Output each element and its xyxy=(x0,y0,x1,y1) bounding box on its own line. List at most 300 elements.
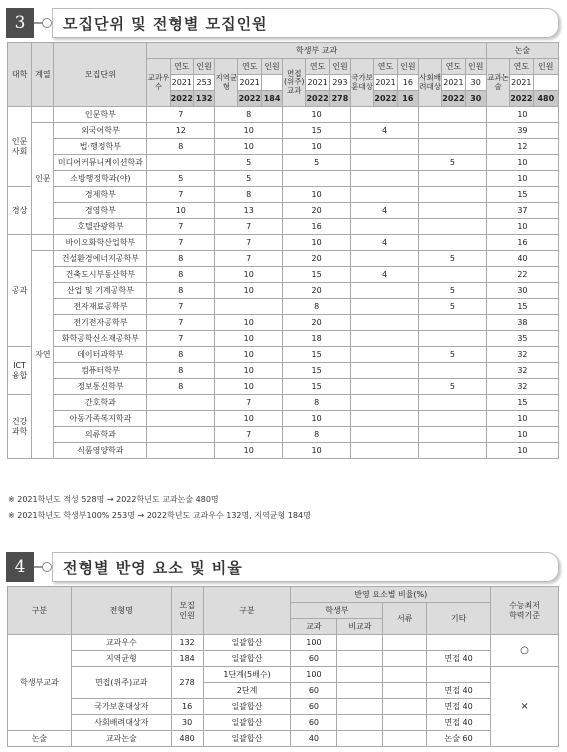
quota-cell xyxy=(351,155,419,171)
count-label: 인원 xyxy=(397,59,418,75)
quota-cell xyxy=(351,427,419,443)
count-2022: 278 xyxy=(329,91,350,107)
stage-cell: 2단계 xyxy=(203,683,291,699)
quota-cell: 32 xyxy=(486,363,558,379)
table-row xyxy=(8,171,559,187)
quota-cell: 480 xyxy=(171,731,203,747)
quota-cell: 7 xyxy=(215,235,283,251)
quota-cell: 30 xyxy=(171,715,203,731)
quota-cell: 7 xyxy=(147,107,215,123)
quota-cell: 5 xyxy=(418,299,486,315)
quota-cell xyxy=(351,315,419,331)
count-label: 인원 xyxy=(465,59,486,75)
quota-cell xyxy=(147,155,215,171)
count-2022: 16 xyxy=(397,91,418,107)
subject-cell: 60 xyxy=(291,651,337,667)
quota-cell: 15 xyxy=(283,363,351,379)
header-div: 구분 xyxy=(8,587,72,635)
ratio-table xyxy=(7,586,559,747)
year-label: 연도 xyxy=(442,59,465,75)
quota-cell: 8 xyxy=(147,283,215,299)
track-name: 교과논술 xyxy=(486,59,509,107)
table-row xyxy=(8,187,559,203)
quota-cell xyxy=(351,171,419,187)
quota-cell xyxy=(351,187,419,203)
table-row xyxy=(8,219,559,235)
quota-cell xyxy=(418,427,486,443)
quota-cell: 4 xyxy=(351,203,419,219)
series-cell: 자연 xyxy=(32,251,54,459)
table-row xyxy=(8,331,559,347)
min-cell: × xyxy=(491,667,559,747)
quota-cell: 35 xyxy=(486,331,558,347)
unit-cell: 정보통신학부 xyxy=(54,379,147,395)
quota-cell: 10 xyxy=(215,267,283,283)
note-1: ※ 2021학년도 적성 528명 → 2022학년도 교과논술 480명 xyxy=(8,495,219,504)
track-name: 면접(위주)교과 xyxy=(283,59,306,107)
section-title: 모집단위 및 전형별 모집인원 xyxy=(52,8,559,38)
quota-cell: 16 xyxy=(283,219,351,235)
college-cell: 공과 xyxy=(8,235,32,347)
count-2022: 184 xyxy=(261,91,282,107)
quota-cell: 7 xyxy=(147,299,215,315)
quota-cell: 184 xyxy=(171,651,203,667)
etc-cell: 논술 60 xyxy=(427,731,491,747)
docs-cell xyxy=(383,731,427,747)
quota-cell xyxy=(418,171,486,187)
track-name: 사회배려대상 xyxy=(418,59,441,107)
unit-cell: 화학공학신소재공학부 xyxy=(54,331,147,347)
quota-cell: 8 xyxy=(283,395,351,411)
section-4-header xyxy=(6,552,559,582)
quota-cell: 7 xyxy=(147,219,215,235)
quota-cell: 8 xyxy=(147,347,215,363)
quota-cell: 8 xyxy=(147,379,215,395)
quota-cell xyxy=(351,107,419,123)
unit-cell: 전자재료공학부 xyxy=(54,299,147,315)
table-row xyxy=(8,395,559,411)
college-cell: ICT 융합 xyxy=(8,347,32,395)
quota-cell xyxy=(351,219,419,235)
quota-cell: 32 xyxy=(486,347,558,363)
header-quota: 모집 인원 xyxy=(171,587,203,635)
quota-cell: 10 xyxy=(215,347,283,363)
docs-cell xyxy=(383,651,427,667)
section-number: 3 xyxy=(6,8,34,38)
year-2021: 2021 xyxy=(238,75,261,91)
quota-cell: 20 xyxy=(283,251,351,267)
count-2022: 30 xyxy=(465,91,486,107)
quota-cell xyxy=(418,203,486,219)
docs-cell xyxy=(383,699,427,715)
table-row xyxy=(8,203,559,219)
quota-cell: 12 xyxy=(486,139,558,155)
track-cell: 교과논술 xyxy=(71,731,171,747)
quota-cell: 10 xyxy=(283,411,351,427)
quota-cell: 10 xyxy=(486,171,558,187)
stage-cell: 일괄합산 xyxy=(203,715,291,731)
table-row xyxy=(8,299,559,315)
table-row xyxy=(8,251,559,267)
quota-cell: 10 xyxy=(283,443,351,459)
etc-cell: 면접 40 xyxy=(427,683,491,699)
quota-cell: 10 xyxy=(486,427,558,443)
group-cell: 논술 xyxy=(8,731,72,747)
quota-cell: 15 xyxy=(486,299,558,315)
quota-cell xyxy=(418,235,486,251)
subject-cell: 100 xyxy=(291,667,337,683)
track-name: 국가보훈대상 xyxy=(351,59,374,107)
etc-cell xyxy=(427,635,491,651)
quota-cell: 7 xyxy=(147,235,215,251)
unit-cell: 바이오화학산업학부 xyxy=(54,235,147,251)
quota-cell: 10 xyxy=(215,363,283,379)
quota-cell: 5 xyxy=(215,155,283,171)
quota-cell xyxy=(418,315,486,331)
quota-cell: 7 xyxy=(215,395,283,411)
quota-cell xyxy=(351,139,419,155)
quota-cell: 15 xyxy=(283,123,351,139)
quota-cell xyxy=(351,283,419,299)
quota-cell: 8 xyxy=(283,427,351,443)
header-series: 계열 xyxy=(32,43,54,107)
connector-dot xyxy=(42,562,52,572)
table-row xyxy=(8,123,559,139)
track-cell: 지역균형 xyxy=(71,651,171,667)
docs-cell xyxy=(383,667,427,683)
table-row xyxy=(8,379,559,395)
section-number: 4 xyxy=(6,552,34,582)
quota-cell: 7 xyxy=(215,219,283,235)
track-cell: 교과우수 xyxy=(71,635,171,651)
quota-cell: 16 xyxy=(171,699,203,715)
quota-cell: 8 xyxy=(147,139,215,155)
track-cell: 사회배려대상자 xyxy=(71,715,171,731)
table-row xyxy=(8,363,559,379)
quota-cell: 10 xyxy=(486,443,558,459)
quota-cell xyxy=(283,171,351,187)
quota-cell: 10 xyxy=(215,283,283,299)
quota-cell: 5 xyxy=(418,347,486,363)
table-row xyxy=(8,267,559,283)
quota-cell: 15 xyxy=(486,187,558,203)
year-label: 연도 xyxy=(510,59,533,75)
quota-cell xyxy=(147,443,215,459)
quota-cell: 10 xyxy=(283,139,351,155)
header-min: 수능최저 학력기준 xyxy=(491,587,559,635)
quota-cell xyxy=(351,379,419,395)
count-label: 인원 xyxy=(261,59,282,75)
series-cell xyxy=(32,107,54,123)
unit-cell: 법·행정학부 xyxy=(54,139,147,155)
quota-cell: 278 xyxy=(171,667,203,699)
quota-cell: 8 xyxy=(147,267,215,283)
unit-cell: 식품영양학과 xyxy=(54,443,147,459)
year-2022: 2022 xyxy=(306,91,329,107)
header-student: 학생부 교과 xyxy=(147,43,487,59)
nonsubject-cell xyxy=(337,635,383,651)
quota-cell: 4 xyxy=(351,123,419,139)
quota-cell: 10 xyxy=(486,155,558,171)
quota-cell xyxy=(418,411,486,427)
unit-cell: 소방행정학과(야) xyxy=(54,171,147,187)
table-row xyxy=(8,347,559,363)
quota-cell: 8 xyxy=(283,299,351,315)
unit-cell: 경영학부 xyxy=(54,203,147,219)
unit-cell: 컴퓨터학부 xyxy=(54,363,147,379)
header-docs: 서류 xyxy=(383,603,427,635)
track-cell: 면접(위주)교과 xyxy=(71,667,171,699)
quota-cell: 7 xyxy=(147,315,215,331)
quota-cell: 10 xyxy=(283,235,351,251)
unit-cell: 미디어커뮤니케이션학과 xyxy=(54,155,147,171)
quota-cell: 10 xyxy=(283,187,351,203)
header-unit: 모집단위 xyxy=(54,43,147,107)
count-2022: 480 xyxy=(533,91,558,107)
etc-cell: 면접 40 xyxy=(427,715,491,731)
quota-cell: 10 xyxy=(215,331,283,347)
group-cell: 학생부교과 xyxy=(8,635,72,731)
unit-cell: 데이터과학부 xyxy=(54,347,147,363)
count-2021: 16 xyxy=(397,75,418,91)
table-row xyxy=(8,139,559,155)
quota-cell xyxy=(215,299,283,315)
quota-cell: 7 xyxy=(147,331,215,347)
quota-cell: 10 xyxy=(486,107,558,123)
quota-cell: 8 xyxy=(215,187,283,203)
quota-cell: 20 xyxy=(283,283,351,299)
subject-cell: 40 xyxy=(291,731,337,747)
unit-cell: 건설환경에너지공학부 xyxy=(54,251,147,267)
year-2022: 2022 xyxy=(374,91,397,107)
quota-cell: 15 xyxy=(283,379,351,395)
year-2022: 2022 xyxy=(510,91,533,107)
quota-cell: 13 xyxy=(215,203,283,219)
quota-cell: 8 xyxy=(215,107,283,123)
quota-cell: 8 xyxy=(147,363,215,379)
table-row xyxy=(8,443,559,459)
quota-cell xyxy=(418,395,486,411)
series-cell: 인문 xyxy=(32,123,54,235)
nonsubject-cell xyxy=(337,715,383,731)
quota-cell: 5 xyxy=(418,283,486,299)
unit-cell: 외국어학부 xyxy=(54,123,147,139)
count-2021: 253 xyxy=(194,75,215,91)
quota-cell xyxy=(418,443,486,459)
unit-cell: 건축도시부동산학부 xyxy=(54,267,147,283)
quota-cell: 20 xyxy=(283,315,351,331)
quota-cell: 132 xyxy=(171,635,203,651)
quota-cell xyxy=(351,395,419,411)
header-univ: 대학 xyxy=(8,43,32,107)
quota-cell xyxy=(418,139,486,155)
quota-cell: 16 xyxy=(486,235,558,251)
quota-cell xyxy=(147,411,215,427)
quota-cell: 4 xyxy=(351,235,419,251)
quota-cell xyxy=(418,219,486,235)
year-2022: 2022 xyxy=(170,91,193,107)
nonsubject-cell xyxy=(337,699,383,715)
table-row xyxy=(8,411,559,427)
quota-cell: 32 xyxy=(486,379,558,395)
track-cell: 국가보훈대상자 xyxy=(71,699,171,715)
quota-cell: 10 xyxy=(283,107,351,123)
quota-cell xyxy=(418,187,486,203)
quota-cell xyxy=(418,123,486,139)
quota-cell: 37 xyxy=(486,203,558,219)
min-cell: ○ xyxy=(491,635,559,667)
quota-cell xyxy=(351,443,419,459)
year-label: 연도 xyxy=(374,59,397,75)
year-label: 연도 xyxy=(238,59,261,75)
year-2021: 2021 xyxy=(306,75,329,91)
track-name: 지역균형 xyxy=(215,59,238,107)
quota-cell: 10 xyxy=(147,203,215,219)
unit-cell: 산업 및 기계공학부 xyxy=(54,283,147,299)
count-label: 인원 xyxy=(329,59,350,75)
quota-cell xyxy=(351,251,419,267)
quota-cell: 5 xyxy=(418,155,486,171)
unit-cell: 전기전자공학부 xyxy=(54,315,147,331)
track-name: 교과우수 xyxy=(147,59,170,107)
docs-cell xyxy=(383,683,427,699)
subject-cell: 60 xyxy=(291,699,337,715)
quota-cell: 38 xyxy=(486,315,558,331)
college-cell: 경상 xyxy=(8,187,32,235)
table-row xyxy=(8,715,559,731)
college-cell: 인문 사회 xyxy=(8,107,32,187)
connector-dot xyxy=(42,18,52,28)
section-title: 전형별 반영 요소 및 비율 xyxy=(52,552,559,582)
quota-cell: 10 xyxy=(486,411,558,427)
stage-cell: 1단계(5배수) xyxy=(203,667,291,683)
docs-cell xyxy=(383,715,427,731)
unit-cell: 경제학부 xyxy=(54,187,147,203)
quota-cell: 18 xyxy=(283,331,351,347)
nonsubject-cell xyxy=(337,667,383,683)
quota-cell: 22 xyxy=(486,267,558,283)
header-nonsubject: 비교과 xyxy=(337,619,383,635)
stage-cell: 일괄합산 xyxy=(203,635,291,651)
nonsubject-cell xyxy=(337,651,383,667)
unit-cell: 간호학과 xyxy=(54,395,147,411)
quota-cell: 40 xyxy=(486,251,558,267)
quota-cell: 15 xyxy=(283,267,351,283)
etc-cell xyxy=(427,667,491,683)
nonsubject-cell xyxy=(337,731,383,747)
year-2021: 2021 xyxy=(170,75,193,91)
count-2021: 293 xyxy=(329,75,350,91)
table-row xyxy=(8,699,559,715)
college-cell: 건강 과학 xyxy=(8,395,32,459)
stage-cell: 일괄합산 xyxy=(203,651,291,667)
quota-cell xyxy=(147,427,215,443)
year-2022: 2022 xyxy=(442,91,465,107)
quota-cell: 4 xyxy=(351,267,419,283)
etc-cell: 면접 40 xyxy=(427,651,491,667)
quota-cell xyxy=(351,363,419,379)
docs-cell xyxy=(383,635,427,651)
table-row xyxy=(8,651,559,667)
unit-cell: 의류학과 xyxy=(54,427,147,443)
table-row xyxy=(8,235,559,251)
series-cell xyxy=(32,235,54,251)
quota-cell: 10 xyxy=(215,315,283,331)
section-3-header xyxy=(6,8,559,38)
quota-cell: 10 xyxy=(215,443,283,459)
quota-cell: 39 xyxy=(486,123,558,139)
quota-cell xyxy=(418,267,486,283)
header-stage: 구분 xyxy=(203,587,291,635)
quota-cell: 5 xyxy=(283,155,351,171)
year-label: 연도 xyxy=(170,59,193,75)
quota-cell xyxy=(351,347,419,363)
table-row xyxy=(8,731,559,747)
unit-cell: 인문학부 xyxy=(54,107,147,123)
quota-cell: 15 xyxy=(486,395,558,411)
table-row xyxy=(8,155,559,171)
quota-cell: 7 xyxy=(147,187,215,203)
etc-cell: 면접 40 xyxy=(427,699,491,715)
nonsubject-cell xyxy=(337,683,383,699)
header-track: 전형명 xyxy=(71,587,171,635)
count-2021 xyxy=(261,75,282,91)
quota-table xyxy=(7,42,559,459)
table-row xyxy=(8,315,559,331)
quota-cell: 5 xyxy=(215,171,283,187)
year-2021: 2021 xyxy=(374,75,397,91)
unit-cell: 아동가족복지학과 xyxy=(54,411,147,427)
year-2021: 2021 xyxy=(442,75,465,91)
quota-cell: 15 xyxy=(283,347,351,363)
quota-cell xyxy=(418,331,486,347)
year-2022: 2022 xyxy=(238,91,261,107)
table-row xyxy=(8,427,559,443)
quota-cell xyxy=(351,331,419,347)
quota-cell: 10 xyxy=(215,123,283,139)
unit-cell: 호텔관광학부 xyxy=(54,219,147,235)
quota-cell: 5 xyxy=(418,251,486,267)
table-row xyxy=(8,635,559,651)
count-label: 인원 xyxy=(194,59,215,75)
subject-cell: 100 xyxy=(291,635,337,651)
quota-cell: 5 xyxy=(147,171,215,187)
quota-cell: 10 xyxy=(215,411,283,427)
quota-cell: 5 xyxy=(418,379,486,395)
stage-cell: 일괄합산 xyxy=(203,731,291,747)
quota-cell: 7 xyxy=(215,251,283,267)
header-ratio: 반영 요소별 비율(%) xyxy=(291,587,491,603)
subject-cell: 60 xyxy=(291,715,337,731)
header-student-record: 학생부 xyxy=(291,603,383,619)
count-2022: 132 xyxy=(194,91,215,107)
count-2021: 30 xyxy=(465,75,486,91)
count-2021 xyxy=(533,75,558,91)
quota-cell xyxy=(351,299,419,315)
quota-cell xyxy=(147,395,215,411)
note-2: ※ 2021학년도 학생부100% 253명 → 2022학년도 교과우수 132명, 지역균형 184명 xyxy=(8,511,311,520)
count-label: 인원 xyxy=(533,59,558,75)
quota-cell: 20 xyxy=(283,203,351,219)
table-row xyxy=(8,107,559,123)
header-subject: 교과 xyxy=(291,619,337,635)
header-essay: 논술 xyxy=(486,43,558,59)
quota-cell xyxy=(418,363,486,379)
quota-cell: 30 xyxy=(486,283,558,299)
table-row xyxy=(8,283,559,299)
quota-cell: 7 xyxy=(215,427,283,443)
quota-cell: 8 xyxy=(147,251,215,267)
